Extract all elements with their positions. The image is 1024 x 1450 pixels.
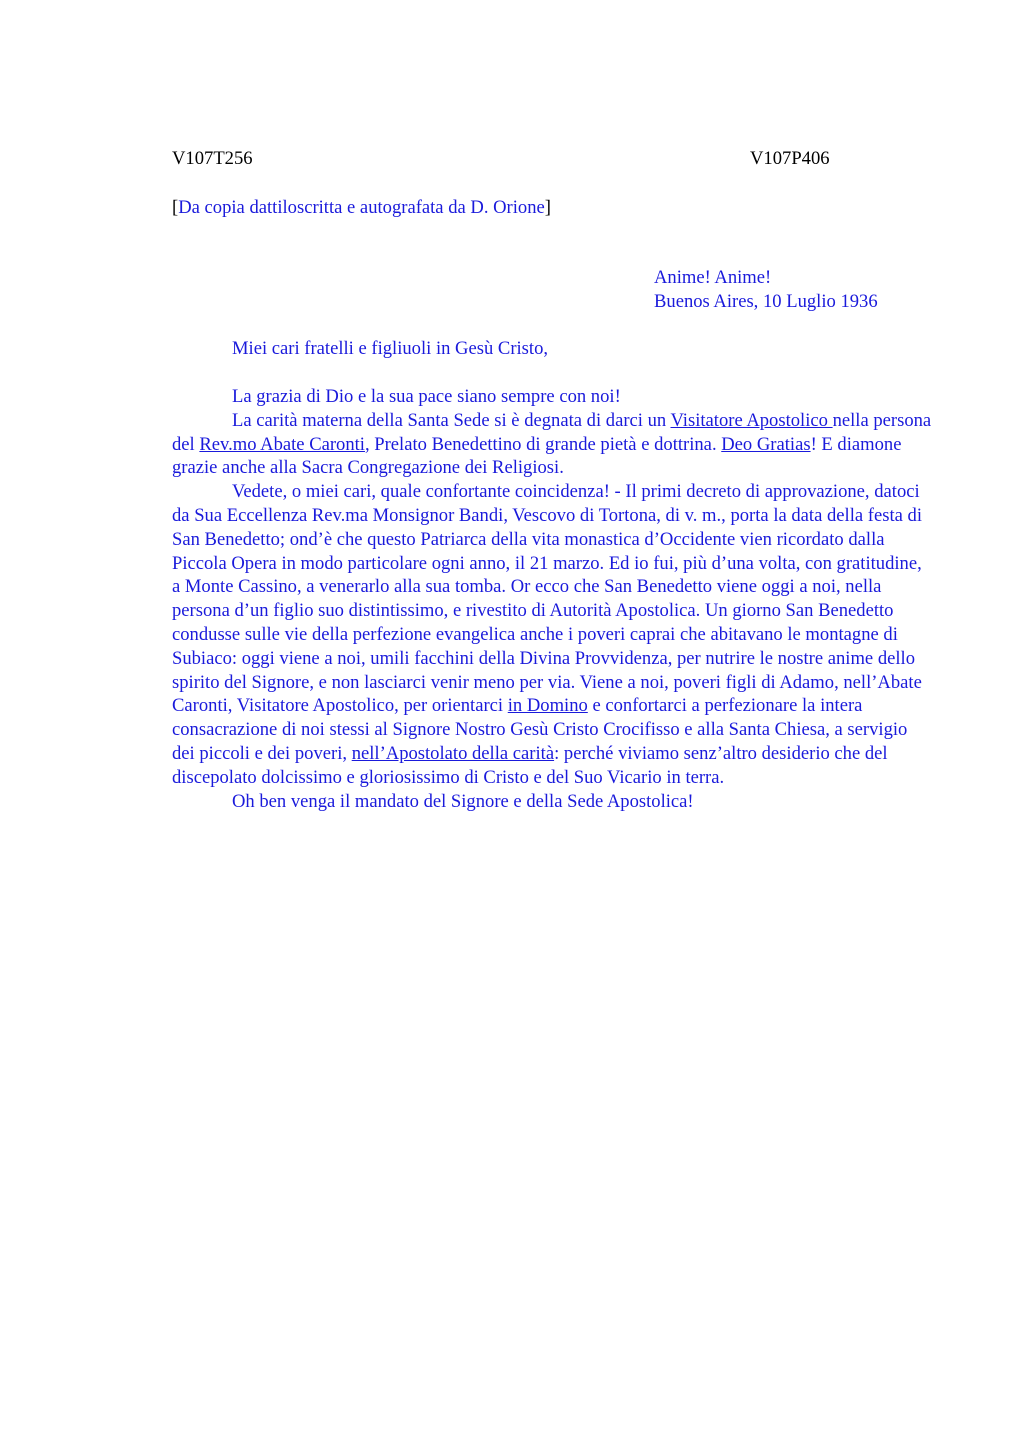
paragraph-2-text-b: nella persona del — [172, 409, 932, 455]
source-note-close-bracket: ] — [544, 197, 551, 218]
letter-motto: Anime! Anime! — [654, 267, 772, 288]
underlined-abate-caronti: Rev.mo Abate Caronti — [199, 433, 365, 455]
letter-place-date: Buenos Aires, 10 Luglio 1936 — [654, 291, 878, 312]
underlined-deo-gratias: Deo Gratias — [721, 433, 811, 455]
paragraph-2-text-d: ! E diamone grazie anche alla Sacra Congregazione dei Religiosi. — [172, 433, 902, 479]
paragraph-4: Oh ben venga il mandato del Signore e della Sede Apostolica! — [232, 790, 694, 812]
document-code-left: V107T256 — [172, 148, 253, 169]
source-note-text: Da copia dattiloscritta e autografata da D. Orione — [178, 197, 545, 218]
source-note — [172, 196, 551, 220]
document-code-right: V107P406 — [750, 148, 830, 169]
paragraph-1: La grazia di Dio e la sua pace siano sempre con noi! — [232, 386, 621, 407]
paragraph-2 — [172, 409, 932, 480]
letter-salutation: Miei cari fratelli e figliuoli in Gesù Cristo, — [232, 338, 549, 359]
paragraph-3 — [172, 480, 932, 789]
letter-heading — [654, 266, 878, 314]
paragraph-3-text-b: e confortarci a perfezionare la intera consacrazione di noi stessi al Signore Nostro Gesù Cristo Crocifisso e alla Santa Chiesa, a servigio dei piccoli e dei poveri, — [172, 695, 908, 764]
letter-body — [172, 385, 932, 813]
source-note-open-bracket: [ — [172, 197, 179, 218]
paragraph-2-text-c: , Prelato Benedettino di grande pietà e dottrina. — [364, 433, 722, 455]
underlined-visitatore-apostolico: Visitatore Apostolico — [670, 409, 833, 431]
paragraph-3-text-c: : perché viviamo senz’altro desiderio che del discepolato dolcissimo e gloriosissimo di Cristo e del Suo Vicario in terra. — [172, 742, 888, 788]
underlined-in-domino: in Domino — [507, 695, 588, 717]
underlined-apostolato-della-carita: nell’Apostolato della carità — [351, 742, 555, 764]
paragraph-3-text-a: Vedete, o miei cari, quale confortante coincidenza! - Il primi decreto di approvazione, datoci da Sua Eccellenza Rev.ma Monsignor Bandi, Vescovo di Tortona, di v. m., porta la data della festa di San Benedetto; ond’è che questo Patriarca della vita monastica d’Occidente vien ricordato dalla Piccola Opera in modo particolare ogni anno, il 21 marzo. Ed io fui, più d’una volta, con gratitudine, a Monte Cassino, a venerarlo alla sua tomba. Or ecco che San Benedetto viene oggi a noi, nella persona d’un figlio suo distintissimo, e rivestito di Autorità Apostolica. Un giorno San Benedetto condusse sulle vie della perfezione evangelica anche i poveri caprai che abitavano le montagne di Subiaco: oggi viene a noi, umili facchini della Divina Provvidenza, per nutrire le nostre anime dello spirito del Signore, e non lasciarci venir meno per via. Viene a noi, poveri figli di Adamo, nell’Abate Caronti, Visitatore Apostolico, per orientarci — [172, 481, 922, 717]
paragraph-2-text-a: La carità materna della Santa Sede si è degnata di darci un — [232, 409, 671, 431]
